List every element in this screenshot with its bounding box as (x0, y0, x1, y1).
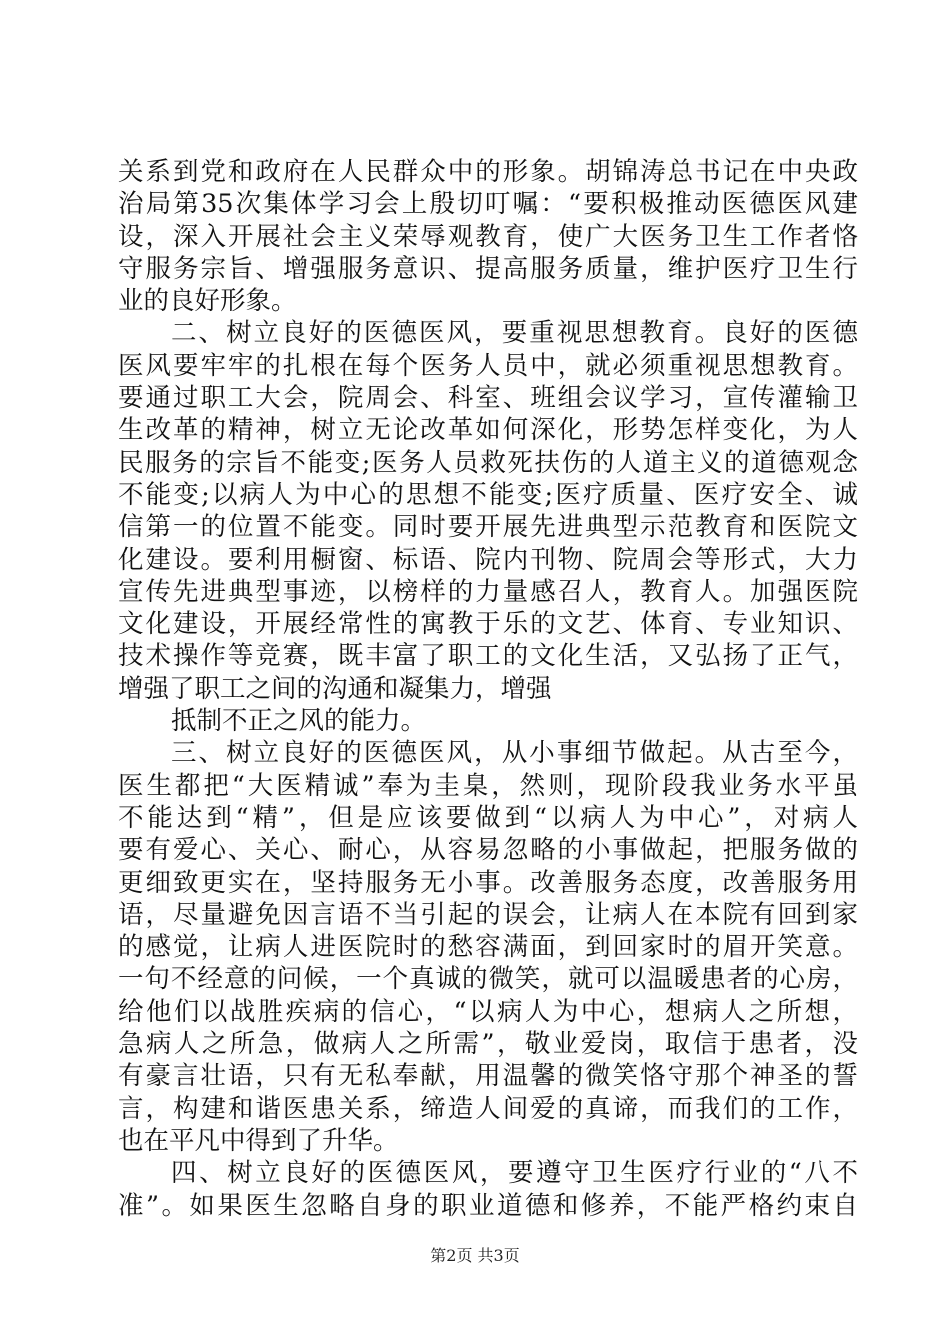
document-body (118, 156, 858, 1222)
text-line: 关系到党和政府在人民群众中的形象。胡锦涛总书记在中央政 (118, 157, 858, 187)
paragraph-start-line: 抵制不正之风的能力。 (171, 706, 427, 737)
text-line: 的感觉，让病人进医院时的愁容满面，到回家时的眉开笑意。 (118, 932, 858, 963)
text-line: 增强了职工之间的沟通和凝集力，增强 (118, 673, 552, 704)
text-line: 医风要牢牢的扎根在每个医务人员中，就必须重视思想教育。 (118, 350, 858, 381)
text-line: 生改革的精神，树立无论改革如何深化，形势怎样变化，为人 (118, 415, 858, 446)
text-line: 语，尽量避免因言语不当引起的误会，让病人在本院有回到家 (118, 899, 858, 930)
text-line: 业的良好形象。 (118, 286, 297, 317)
text-line: 不能变;以病人为中心的思想不能变;医疗质量、医疗安全、诚 (118, 479, 858, 510)
paragraph-start-line: 三、树立良好的医德医风，从小事细节做起。从古至今， (171, 738, 858, 769)
text-line: 技术操作等竞赛，既丰富了职工的文化生活，又弘扬了正气， (118, 641, 858, 672)
text-line: 给他们以战胜疾病的信心，“以病人为中心，想病人之所想， (118, 996, 858, 1027)
text-line: 也在平凡中得到了升华。 (118, 1125, 399, 1156)
text-line: 言，构建和谐医患关系，缔造人间爱的真谛，而我们的工作， (118, 1093, 858, 1124)
page-number-footer: 第2页 共3页 (430, 1246, 520, 1265)
text-line: 有豪言壮语，只有无私奉献，用温馨的微笑恪守那个神圣的誓 (118, 1061, 858, 1092)
text-line: 不能达到“精”，但是应该要做到“以病人为中心”，对病人 (118, 802, 858, 833)
text-line: 急病人之所急，做病人之所需”，敬业爱岗，取信于患者，没 (118, 1029, 858, 1060)
text-line: 更细致更实在，坚持服务无小事。改善服务态度，改善服务用 (118, 867, 858, 898)
paragraph-start-line: 二、树立良好的医德医风，要重视思想教育。良好的医德 (171, 318, 858, 349)
text-line: 医生都把“大医精诚”奉为圭臬，然则，现阶段我业务水平虽 (118, 770, 858, 801)
text-line: 宣传先进典型事迹，以榜样的力量感召人，教育人。加强医院 (118, 576, 858, 607)
text-line: 民服务的宗旨不能变;医务人员救死扶伤的人道主义的道德观念 (118, 447, 858, 478)
text-line: 化建设。要利用橱窗、标语、院内刊物、院周会等形式，大力 (118, 544, 858, 575)
text-line: 要通过职工大会，院周会、科室、班组会议学习，宣传灌输卫 (118, 383, 858, 414)
text-line: 信第一的位置不能变。同时要开展先进典型示范教育和医院文 (118, 512, 858, 543)
paragraph-start-line: 四、树立良好的医德医风，要遵守卫生医疗行业的“八不 (171, 1158, 858, 1189)
text-line: 设，深入开展社会主义荣辱观教育，使广大医务卫生工作者恪 (118, 221, 858, 252)
text-line: 要有爱心、关心、耐心，从容易忽略的小事做起，把服务做的 (118, 835, 858, 866)
text-line: 治局第35次集体学习会上殷切叮嘱：“要积极推动医德医风建 (118, 189, 858, 220)
text-line: 守服务宗旨、增强服务意识、提高服务质量，维护医疗卫生行 (118, 253, 858, 284)
text-line: 准”。如果医生忽略自身的职业道德和修养，不能严格约束自 (118, 1190, 858, 1221)
text-line: 一句不经意的问候，一个真诚的微笑，就可以温暖患者的心房， (118, 964, 858, 995)
text-line: 文化建设，开展经常性的寓教于乐的文艺、体育、专业知识、 (118, 609, 858, 640)
